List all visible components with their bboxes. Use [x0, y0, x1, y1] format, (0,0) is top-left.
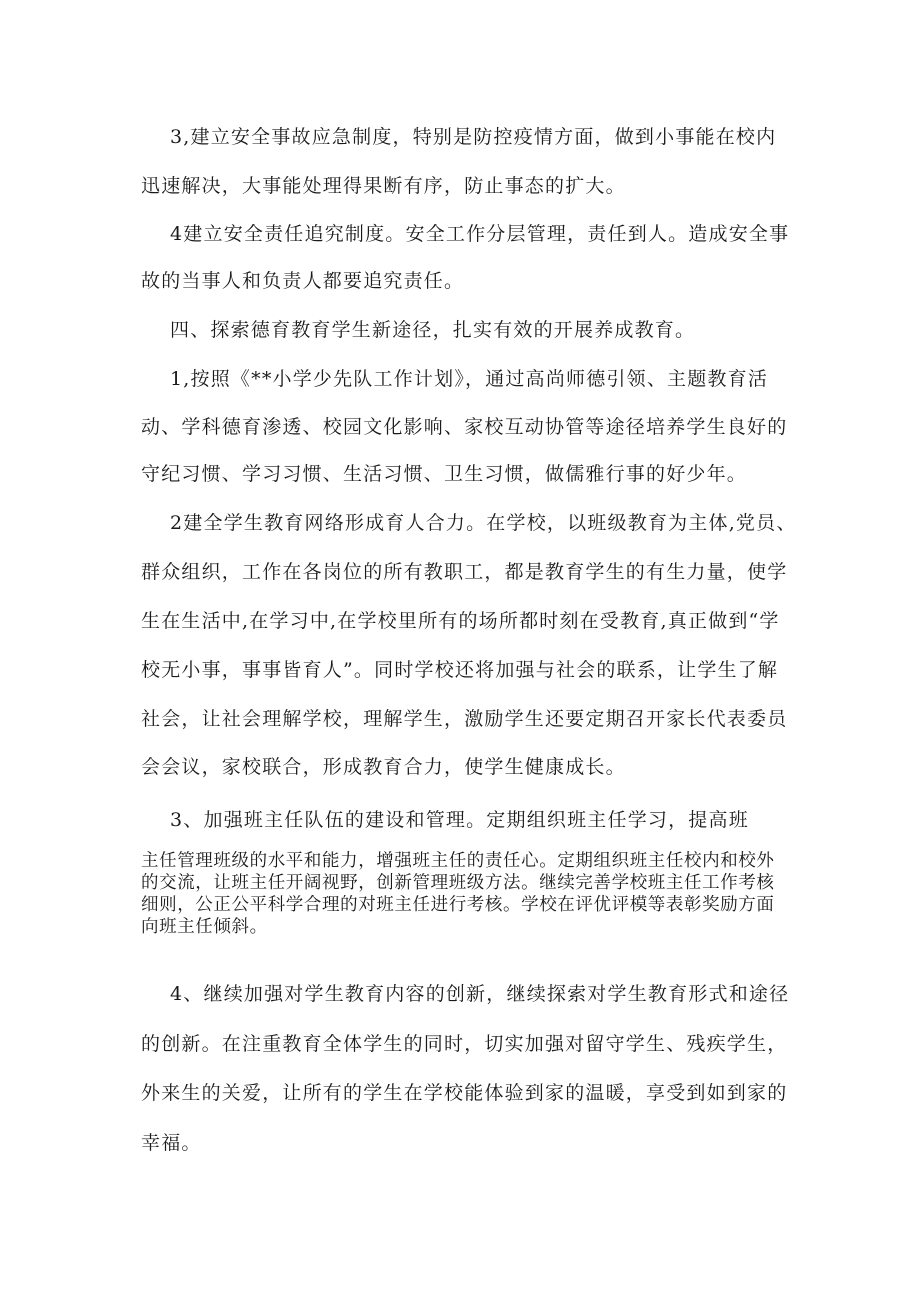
paragraph-2-line-1: 4建立安全责任追究制度。安全工作分层管理，责任到人。造成安全事 — [170, 223, 790, 245]
paragraph-5-line-3: 生在生活中,在学习中,在学校里所有的场所都时刻在受教育,真正做到“学 — [141, 610, 780, 632]
paragraph-8-line-3: 外来生的关爱，让所有的学生在学校能体验到家的温暖，享受到如到家的 — [141, 1082, 788, 1104]
paragraph-4-line-1: 1,按照《**小学少先队工作计划》，通过高尚师德引领、主题教育活 — [170, 368, 769, 390]
section-heading-4: 四、探索德育教育学生新途径，扎实有效的开展养成教育。 — [170, 319, 696, 341]
paragraph-5-line-6: 会会议，家校联合，形成教育合力，使学生健康成长。 — [141, 756, 626, 778]
paragraph-1-line-2: 迅速解决，大事能处理得果断有序，防止事态的扩大。 — [141, 175, 626, 197]
paragraph-8-line-1: 4、继续加强对学生教育内容的创新，继续探索对学生教育形式和途径 — [170, 983, 790, 1005]
paragraph-6-line-1: 3、加强班主任队伍的建设和管理。定期组织班主任学习，提高班 — [170, 809, 749, 831]
paragraph-2-line-2: 故的当事人和负责人都要追究责任。 — [141, 270, 465, 292]
paragraph-5-line-4: 校无小事，事事皆育人”。同时学校还将加强与社会的联系，让学生了解 — [141, 659, 779, 681]
paragraph-4-line-2: 动、学科德育渗透、校园文化影响、家校互动协管等途径培养学生良好的 — [141, 416, 788, 438]
paragraph-4-line-3: 守纪习惯、学习习惯、生活习惯、卫生习惯，做儒雅行事的好少年。 — [141, 463, 748, 485]
paragraph-7-block: 主任管理班级的水平和能力，增强班主任的责任心。定期组织班主任校内和校外的交流，让班主任开阔视野，创新管理班级方法。继续完善学校班主任工作考核细则，公正公平科学合理的对班主任进行考核。学校在评优评模等表彰奖励方面向班主任倾斜。 — [141, 851, 775, 937]
paragraph-5-line-1: 2建全学生教育网络形成育人合力。在学校，以班级教育为主体,党员、 — [170, 512, 797, 534]
paragraph-8-line-2: 的创新。在注重教育全体学生的同时，切实加强对留守学生、残疾学生， — [141, 1033, 788, 1055]
paragraph-5-line-5: 社会，让社会理解学校，理解学生，激励学生还要定期召开家长代表委员 — [141, 708, 788, 730]
paragraph-8-line-4: 幸福。 — [141, 1132, 202, 1154]
paragraph-5-line-2: 群众组织，工作在各岗位的所有教职工，都是教育学生的有生力量，使学 — [141, 561, 788, 583]
paragraph-1-line-1: 3,建立安全事故应急制度，特别是防控疫情方面，做到小事能在校内 — [170, 126, 777, 148]
